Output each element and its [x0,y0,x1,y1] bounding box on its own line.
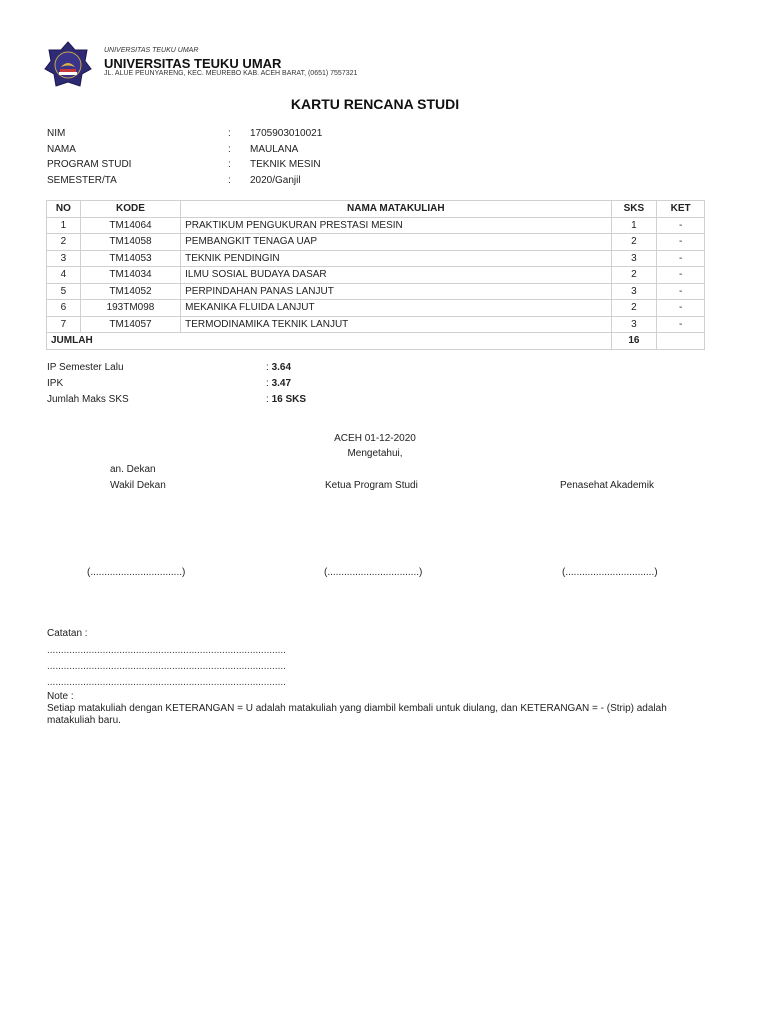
note-text: Setiap matakuliah dengan KETERANGAN = U adalah matakuliah yang diambil kembali untuk diulang, dan KETERANGAN = - (Strip) adalah matakuliah baru. [47,703,667,726]
cell-kode: TM14064 [80,217,180,234]
page-title: KARTU RENCANA STUDI [290,96,460,112]
summary-ip-semester [47,362,291,373]
cell-ket: - [657,250,705,267]
cell-kode: TM14058 [80,234,180,251]
info-label: NAMA [47,144,76,155]
summary-value: 3.47 [271,378,292,389]
cell-ket: - [657,234,705,251]
info-label: SEMESTER/TA [47,175,117,186]
cell-no: 7 [47,316,81,333]
table-row [47,250,705,267]
info-value: MAULANA [250,144,299,155]
info-sep: : [228,159,231,170]
cell-nama: TEKNIK PENDINGIN [181,250,611,267]
info-semester [47,175,301,186]
cell-kode: TM14052 [80,283,180,300]
an-dekan: an. Dekan [110,464,156,475]
cell-kode: 193TM098 [80,300,180,317]
table-total-row [47,333,705,350]
university-name: UNIVERSITAS TEUKU UMAR [104,56,282,71]
info-sep: : [228,128,231,139]
ketua-prodi-title: Ketua Program Studi [325,480,418,491]
signature-blank-dekan: (.................................) [87,567,186,578]
table-row [47,267,705,284]
table-header-row [47,201,705,218]
place-date: ACEH 01-12-2020 [334,433,416,444]
table-row [47,234,705,251]
summary-ipk [47,378,291,389]
cell-sks: 3 [611,316,657,333]
table-row [47,316,705,333]
info-label: NIM [47,128,66,139]
cell-sks: 2 [611,300,657,317]
summary-label: IP Semester Lalu [47,362,124,373]
info-label: PROGRAM STUDI [47,159,132,170]
cell-sks: 3 [611,250,657,267]
university-name-small: UNIVERSITAS TEUKU UMAR [104,47,199,54]
info-program-studi [47,159,321,170]
catatan-line: ...................................................................................... [47,677,286,688]
summary-prefix: : [266,378,272,389]
cell-no: 4 [47,267,81,284]
table-row [47,283,705,300]
cell-sks: 2 [611,234,657,251]
summary-prefix: : [266,394,272,405]
total-ket [657,333,705,350]
signature-blank-ketua: (.................................) [324,567,423,578]
info-sep: : [228,144,231,155]
summary-value: 16 SKS [271,394,307,405]
info-nama [47,144,298,155]
university-address: JL. ALUE PEUNYARENG, KEC. MEUREBO KAB. ACEH BARAT, (0651) 7557321 [104,70,358,77]
header-nama: NAMA MATAKULIAH [181,201,611,218]
catatan-line: ...................................................................................... [47,661,286,672]
info-value: 2020/Ganjil [250,175,301,186]
header-no: NO [47,201,81,218]
summary-prefix: : [266,362,272,373]
signature-blank-penasehat: (................................) [562,567,658,578]
cell-ket: - [657,217,705,234]
course-table [46,200,705,350]
university-logo [44,41,92,89]
cell-kode: TM14057 [80,316,180,333]
cell-nama: MEKANIKA FLUIDA LANJUT [181,300,611,317]
cell-ket: - [657,300,705,317]
info-value: TEKNIK MESIN [250,159,321,170]
catatan-line: ...................................................................................... [47,645,286,656]
cell-no: 6 [47,300,81,317]
info-value: 1705903010021 [250,128,323,139]
header-ket: KET [657,201,705,218]
wakil-dekan-title: Wakil Dekan [110,480,166,491]
cell-nama: TERMODINAMIKA TEKNIK LANJUT [181,316,611,333]
cell-no: 2 [47,234,81,251]
cell-nama: ILMU SOSIAL BUDAYA DASAR [181,267,611,284]
cell-kode: TM14034 [80,267,180,284]
cell-no: 3 [47,250,81,267]
acknowledge-text: Mengetahui, [347,448,403,459]
cell-no: 5 [47,283,81,300]
total-label: JUMLAH [47,333,612,350]
cell-no: 1 [47,217,81,234]
table-row [47,300,705,317]
cell-nama: PRAKTIKUM PENGUKURAN PRESTASI MESIN [181,217,611,234]
summary-label: Jumlah Maks SKS [47,394,129,405]
header-kode: KODE [80,201,180,218]
summary-label: IPK [47,378,64,389]
table-row [47,217,705,234]
cell-kode: TM14053 [80,250,180,267]
note-label: Note : [47,691,74,702]
info-sep: : [228,175,231,186]
header-sks: SKS [611,201,657,218]
catatan-label: Catatan : [47,628,88,639]
cell-nama: PEMBANGKIT TENAGA UAP [181,234,611,251]
summary-max-sks [47,394,306,405]
cell-ket: - [657,316,705,333]
total-sks: 16 [611,333,657,350]
cell-nama: PERPINDAHAN PANAS LANJUT [181,283,611,300]
cell-ket: - [657,267,705,284]
summary-value: 3.64 [271,362,292,373]
cell-sks: 3 [611,283,657,300]
info-nim [47,128,322,139]
penasehat-title: Penasehat Akademik [560,480,654,491]
cell-sks: 2 [611,267,657,284]
cell-sks: 1 [611,217,657,234]
cell-ket: - [657,283,705,300]
